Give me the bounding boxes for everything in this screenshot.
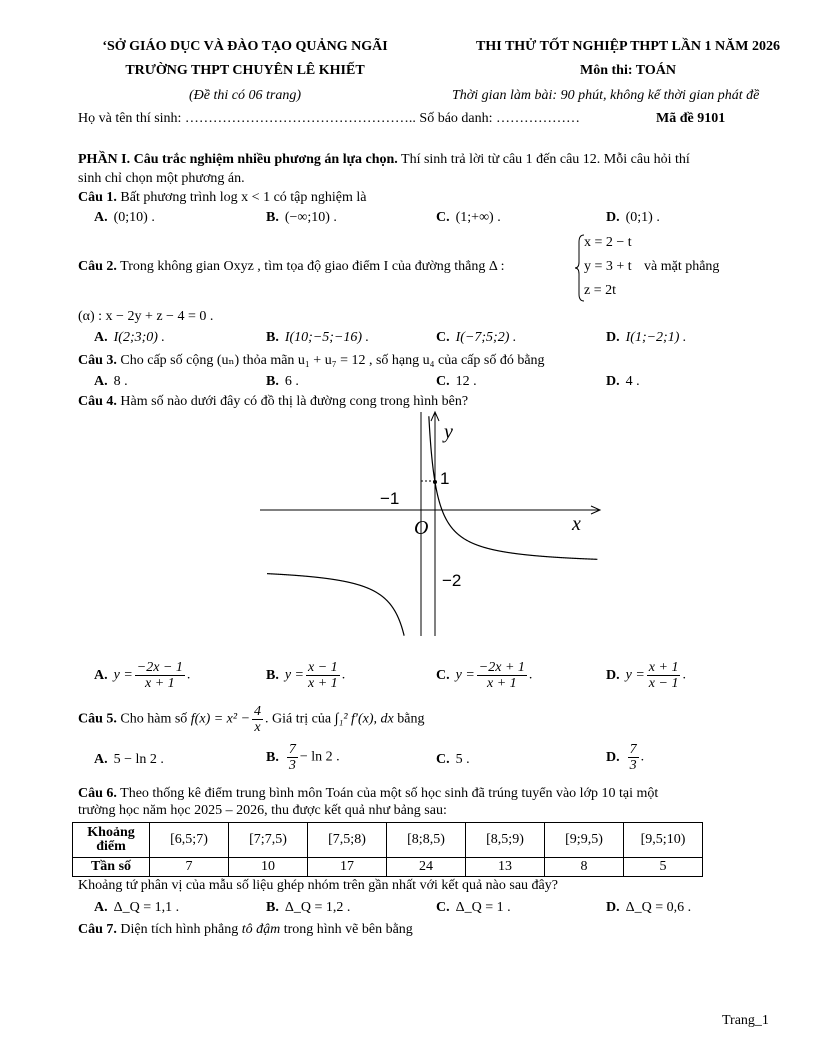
q5-text-c: bằng xyxy=(397,711,425,727)
part1-title-line xyxy=(78,152,690,168)
q6-option-a[interactable]: A. Δ_Q = 1,1 . xyxy=(94,900,180,915)
q5-option-a[interactable]: A. 5 − ln 2 . xyxy=(94,752,164,767)
q1-text-a: Bất phương trình xyxy=(120,190,217,205)
q6-text-2: trường học năm học 2025 – 2026, thu được kết quả như bảng sau: xyxy=(78,803,447,818)
q2-option-a[interactable]: A. I(2;3;0) . xyxy=(94,330,165,345)
q6-table-freq-7: 5 xyxy=(624,858,703,877)
q7-stem xyxy=(78,922,413,938)
q4-curve-left-branch xyxy=(267,574,404,636)
q6-option-c[interactable]: C. Δ_Q = 1 . xyxy=(436,900,511,915)
q4-point-intercept xyxy=(433,480,437,484)
q1-stem xyxy=(78,190,367,206)
q3-label: Câu 3. xyxy=(78,353,117,368)
q6-table-class-1: [6,5;7) xyxy=(150,823,229,858)
q6-table-freq-4: 24 xyxy=(387,858,466,877)
header-pages-note: (Đề thi có 06 trang) xyxy=(189,88,301,103)
q4-x-label: x xyxy=(572,513,581,535)
q6-table-class-5: [8,5;9) xyxy=(466,823,545,858)
q4-option-a[interactable]: A. y = $\frac{-2x - 1}{x + 1}$ . xyxy=(94,660,191,691)
part1-title: PHẦN I. Câu trắc nghiệm nhiều phương án lựa chọn. xyxy=(78,152,398,167)
q6-question: Khoảng tứ phân vị của mẫu số liệu ghép nhóm trên gần nhất với kết quả nào sau đây? xyxy=(78,878,558,893)
q1-label: Câu 1. xyxy=(78,190,117,205)
q2-text: Trong không gian Oxyz , tìm tọa độ giao điểm I của đường thẳng Δ : xyxy=(120,259,505,274)
q6-table-freq-5: 13 xyxy=(466,858,545,877)
header-exam-title: THI THỬ TỐT NGHIỆP THPT LẦN 1 NĂM 2026 xyxy=(476,39,780,54)
q2-plane: (α) : x − 2y + z − 4 = 0 . xyxy=(78,309,214,324)
q7-text-b: tô đậm xyxy=(241,922,281,937)
q2-label: Câu 2. xyxy=(78,259,117,274)
q3-option-a[interactable]: A. 8 . xyxy=(94,374,128,389)
part1-instruction-1: Thí sinh trả lời từ câu 1 đến câu 12. Mỗi câu hỏi thí xyxy=(397,152,690,167)
q1-text-b: có tập nghiệm là xyxy=(273,190,367,205)
q4-option-d[interactable]: D. y = $\frac{x + 1}{x - 1}$ . xyxy=(606,660,686,691)
q3-option-d[interactable]: D. 4 . xyxy=(606,374,640,389)
q2-system-line-2: y = 3 + t xyxy=(584,259,632,274)
q3-option-c[interactable]: C. 12 . xyxy=(436,374,477,389)
q6-table-class-2: [7;7,5) xyxy=(229,823,308,858)
q2-stem xyxy=(78,259,504,275)
header-subject: Môn thi: TOÁN xyxy=(580,63,676,78)
q5-option-d[interactable]: D. $\frac{7}{3}$ . xyxy=(606,742,645,773)
page-number: Trang_1 xyxy=(722,1013,769,1028)
q6-text-1: Theo thống kê điểm trung bình môn Toán của một số học sinh đã trúng tuyển vào lớp 10 tại một xyxy=(120,786,659,801)
q1-option-b[interactable]: B. (−∞;10) . xyxy=(266,210,337,225)
q4-option-b[interactable]: B. y = $\frac{x - 1}{x + 1}$ . xyxy=(266,660,346,691)
q4-y-label: y xyxy=(444,421,453,443)
q7-text-c: trong hình vẽ bên bằng xyxy=(283,922,413,937)
header-time-note: Thời gian làm bài: 90 phút, không kể thời gian phát đề xyxy=(452,88,760,103)
q6-frequency-table xyxy=(72,822,703,877)
q5-text-a: Cho hàm số xyxy=(120,711,188,727)
q6-table-head-classes: Khoảng điểm xyxy=(73,823,150,858)
q4-curve-right-branch xyxy=(429,416,598,559)
q5-option-c[interactable]: C. 5 . xyxy=(436,752,470,767)
q5-fx: f(x) = x² − xyxy=(190,711,251,727)
q1-expr: log x < 1 xyxy=(219,190,271,205)
q5-option-b[interactable]: B. $\frac{7}{3}$ − ln 2 . xyxy=(266,742,340,773)
q1-option-c[interactable]: C. (1;+∞) . xyxy=(436,210,501,225)
q6-table-freq-1: 7 xyxy=(150,858,229,877)
q6-table-head-freqs: Tần số xyxy=(73,858,150,877)
q2-text-b: và mặt phẳng xyxy=(644,259,720,274)
q6-option-b[interactable]: B. Δ_Q = 1,2 . xyxy=(266,900,351,915)
q2-option-c[interactable]: C. I(−7;5;2) . xyxy=(436,330,517,345)
q2-option-b[interactable]: B. I(10;−5;−16) . xyxy=(266,330,370,345)
q6-table-freq-3: 17 xyxy=(308,858,387,877)
q6-table-class-3: [7,5;8) xyxy=(308,823,387,858)
q6-table-class-6: [9;9,5) xyxy=(545,823,624,858)
q4-label-one: 1 xyxy=(440,469,450,488)
q6-table-freq-6: 8 xyxy=(545,858,624,877)
q3-text: Cho cấp số cộng (uₙ) thỏa mãn u₁ + u₇ = 12 , số hạng u₄ của cấp số đó bằng xyxy=(120,353,545,368)
q5-stem: Câu 5. Cho hàm số f(x) = x² − $\frac{4}{x}$ . Giá trị của ∫₁² f′(x), dx bằng xyxy=(78,704,425,735)
exam-code: Mã đề 9101 xyxy=(656,111,726,126)
header-dept: ‘SỞ GIÁO DỤC VÀ ĐÀO TẠO QUẢNG NGÃI xyxy=(102,39,388,54)
q5-label: Câu 5. xyxy=(78,711,117,727)
student-info-line: Họ và tên thí sinh: ………………………………………….. Số báo danh: ……………… xyxy=(78,111,581,126)
q6-table-row-classes xyxy=(73,823,703,858)
q6-table-freq-2: 10 xyxy=(229,858,308,877)
q4-label: Câu 4. xyxy=(78,394,117,409)
q5-text-b: . Giá trị của xyxy=(265,711,332,727)
q6-stem xyxy=(78,786,658,802)
q6-option-d[interactable]: D. Δ_Q = 0,6 . xyxy=(606,900,692,915)
q1-option-d[interactable]: D. (0;1) . xyxy=(606,210,660,225)
q3-stem xyxy=(78,352,545,369)
part1-instruction-2: sinh chỉ chọn một phương án. xyxy=(78,171,245,186)
q4-text: Hàm số nào dưới đây có đồ thị là đường cong trong hình bên? xyxy=(120,394,469,409)
q7-text-a: Diện tích hình phẳng xyxy=(120,922,239,937)
q6-table-row-freqs xyxy=(73,858,703,877)
q6-table-class-4: [8;8,5) xyxy=(387,823,466,858)
q4-origin-label: O xyxy=(414,517,429,539)
header-school: TRƯỜNG THPT CHUYÊN LÊ KHIẾT xyxy=(125,63,365,78)
q4-option-c[interactable]: C. y = $\frac{-2x + 1}{x + 1}$ . xyxy=(436,660,533,691)
q3-option-b[interactable]: B. 6 . xyxy=(266,374,299,389)
q6-label: Câu 6. xyxy=(78,786,117,801)
q4-label-neg-two: −2 xyxy=(442,571,462,590)
q7-label: Câu 7. xyxy=(78,922,117,937)
q4-label-neg-one: −1 xyxy=(380,489,400,508)
q2-system-line-1: x = 2 − t xyxy=(584,235,632,250)
q2-system-line-3: z = 2t xyxy=(584,283,616,298)
q2-option-d[interactable]: D. I(1;−2;1) . xyxy=(606,330,687,345)
q1-option-a[interactable]: A. (0;10) . xyxy=(94,210,155,225)
q4-graph xyxy=(250,408,610,638)
q5-integral: ∫₁² f′(x), dx xyxy=(334,711,394,727)
q6-table-class-7: [9,5;10) xyxy=(624,823,703,858)
